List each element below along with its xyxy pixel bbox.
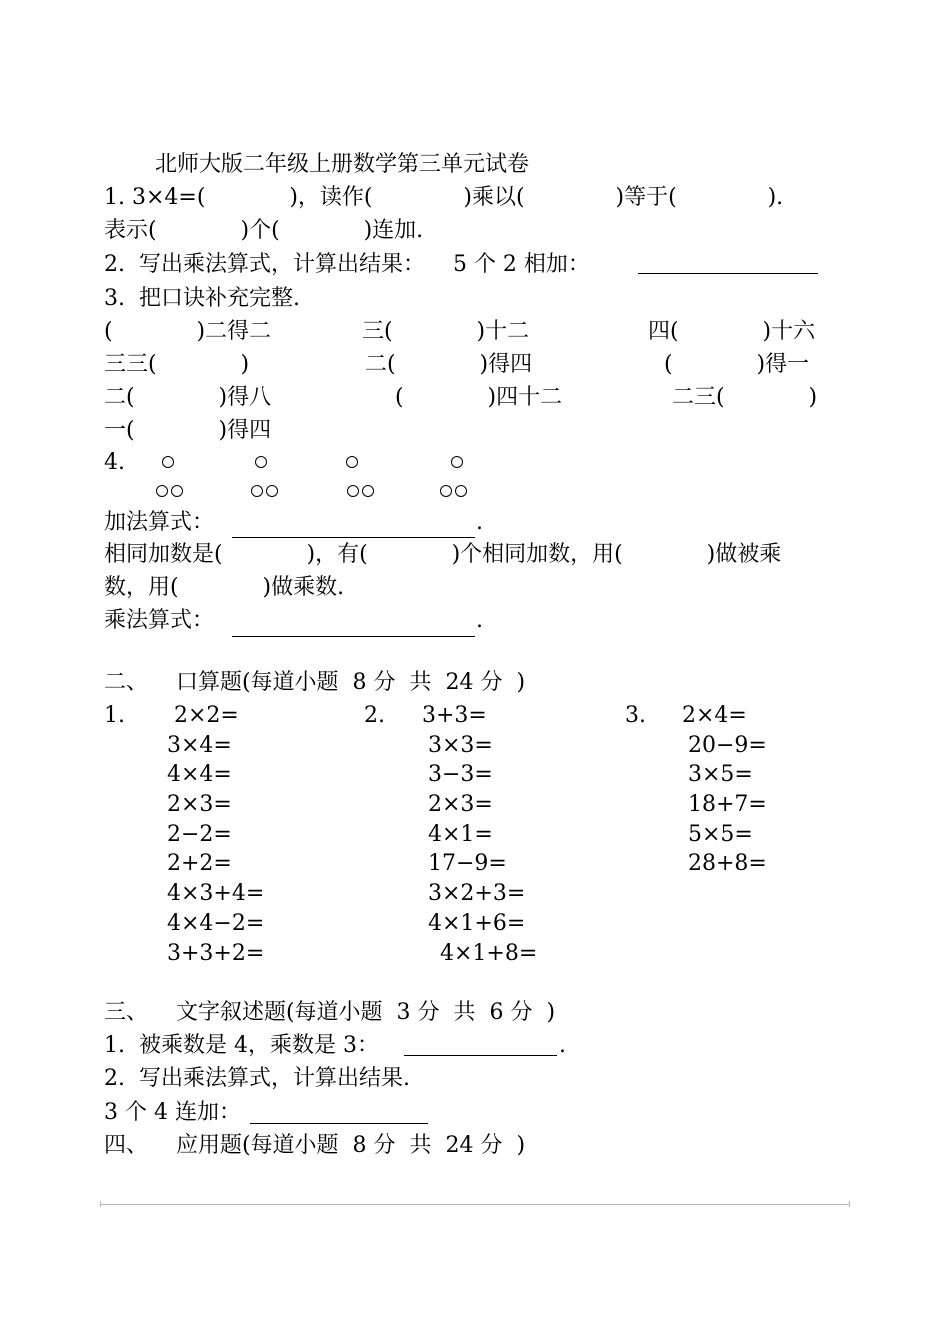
circle-icon: [251, 485, 263, 497]
answer-blank-addition[interactable]: [232, 537, 475, 538]
page-title: 北师大版二年级上册数学第三单元试卷: [155, 152, 530, 177]
circle-icon: [440, 485, 452, 497]
page-separator: [100, 1204, 850, 1205]
exercise-item: 4×3+4=: [167, 881, 265, 906]
answer-blank-q2[interactable]: [638, 273, 818, 274]
circle-icon: [255, 456, 267, 468]
exercise-item: 2−2=: [167, 822, 232, 847]
question-4-line-2: 数，用( )做乘数.: [104, 575, 345, 600]
rhyme-blank: 二三( ): [672, 385, 818, 410]
page-separator-tick: [849, 1201, 850, 1207]
rhyme-blank: 一( )得四: [104, 418, 272, 443]
circle-icon: [346, 456, 358, 468]
circle-icon: [266, 485, 278, 497]
exercise-item: 3+3=: [422, 703, 487, 728]
question-4-label: 4.: [104, 450, 125, 475]
question-4-line-1: 相同加数是( )，有( )个相同加数，用( )做被乘: [104, 542, 782, 567]
answer-blank-section-3-q2[interactable]: [250, 1123, 428, 1124]
question-3: 3. 把口诀补充完整.: [104, 286, 300, 311]
exercise-item: 3×2+3=: [428, 881, 526, 906]
circle-icon: [162, 456, 174, 468]
circle-icon: [455, 485, 467, 497]
exercise-item: 3×5=: [688, 762, 753, 787]
exercise-item: 28+8=: [688, 851, 767, 876]
question-1-line-2: 表示( )个( )连加.: [104, 218, 424, 243]
rhyme-blank: 二( )得四: [365, 352, 533, 377]
exercise-item: 3+3+2=: [167, 941, 265, 966]
section-4-heading: 四、 应用题(每道小题 8 分 共 24 分 ): [104, 1133, 526, 1158]
section-3-question-1: 1. 被乘数是 4，乘数是 3：: [104, 1033, 379, 1058]
exercise-item: 4×1=: [428, 822, 493, 847]
exercise-item: 18+7=: [688, 792, 767, 817]
exercise-item: 4×1+6=: [428, 911, 526, 936]
circle-icon: [347, 485, 359, 497]
rhyme-blank: 二( )得八: [104, 385, 272, 410]
column-2-number: 2.: [364, 703, 385, 728]
period: .: [559, 1033, 566, 1058]
circle-icon: [156, 485, 168, 497]
page-separator-tick: [100, 1201, 101, 1207]
circle-icon: [171, 485, 183, 497]
exercise-item: 2×3=: [428, 792, 493, 817]
question-2: 2. 写出乘法算式，计算出结果： 5 个 2 相加：: [104, 252, 590, 277]
exercise-item: 20−9=: [688, 733, 767, 758]
circle-icon: [451, 456, 463, 468]
rhyme-blank: 四( )十六: [648, 319, 816, 344]
rhyme-blank: ( )得一: [664, 352, 810, 377]
exercise-item: 3×4=: [167, 733, 232, 758]
answer-blank-section-3-q1[interactable]: [404, 1055, 557, 1056]
exercise-item: 5×5=: [688, 822, 753, 847]
question-1-line-1: 1. 3×4=( )，读作( )乘以( )等于( ).: [104, 185, 784, 210]
section-3-question-2: 2. 写出乘法算式，计算出结果.: [104, 1066, 410, 1091]
column-1-number: 1.: [104, 703, 125, 728]
section-3-heading: 三、 文字叙述题(每道小题 3 分 共 6 分 ): [104, 1000, 556, 1025]
period: .: [476, 608, 483, 633]
exercise-item: 4×4−2=: [167, 911, 265, 936]
answer-blank-multiplication[interactable]: [232, 636, 475, 637]
rhyme-blank: ( )二得二: [104, 319, 272, 344]
column-3-number: 3.: [625, 703, 646, 728]
exercise-item: 2+2=: [167, 851, 232, 876]
rhyme-blank: 三( )十二: [362, 319, 530, 344]
exercise-item: 2×3=: [167, 792, 232, 817]
rhyme-blank: 三三( ): [104, 352, 250, 377]
exercise-item: 2×2=: [174, 703, 239, 728]
exercise-item: 3×3=: [428, 733, 493, 758]
exercise-item: 3−3=: [428, 762, 493, 787]
addition-label: 加法算式：: [104, 510, 215, 535]
section-2-heading: 二、 口算题(每道小题 8 分 共 24 分 ): [104, 670, 526, 695]
exercise-item: 2×4=: [682, 703, 747, 728]
exercise-item: 17−9=: [428, 851, 507, 876]
period: .: [476, 510, 483, 535]
exercise-item: 4×4=: [167, 762, 232, 787]
circle-icon: [362, 485, 374, 497]
section-3-question-2-sub: 3 个 4 连加：: [104, 1100, 241, 1125]
multiplication-label: 乘法算式：: [104, 608, 215, 633]
rhyme-blank: ( )四十二: [395, 385, 563, 410]
exercise-item: 4×1+8=: [440, 941, 538, 966]
